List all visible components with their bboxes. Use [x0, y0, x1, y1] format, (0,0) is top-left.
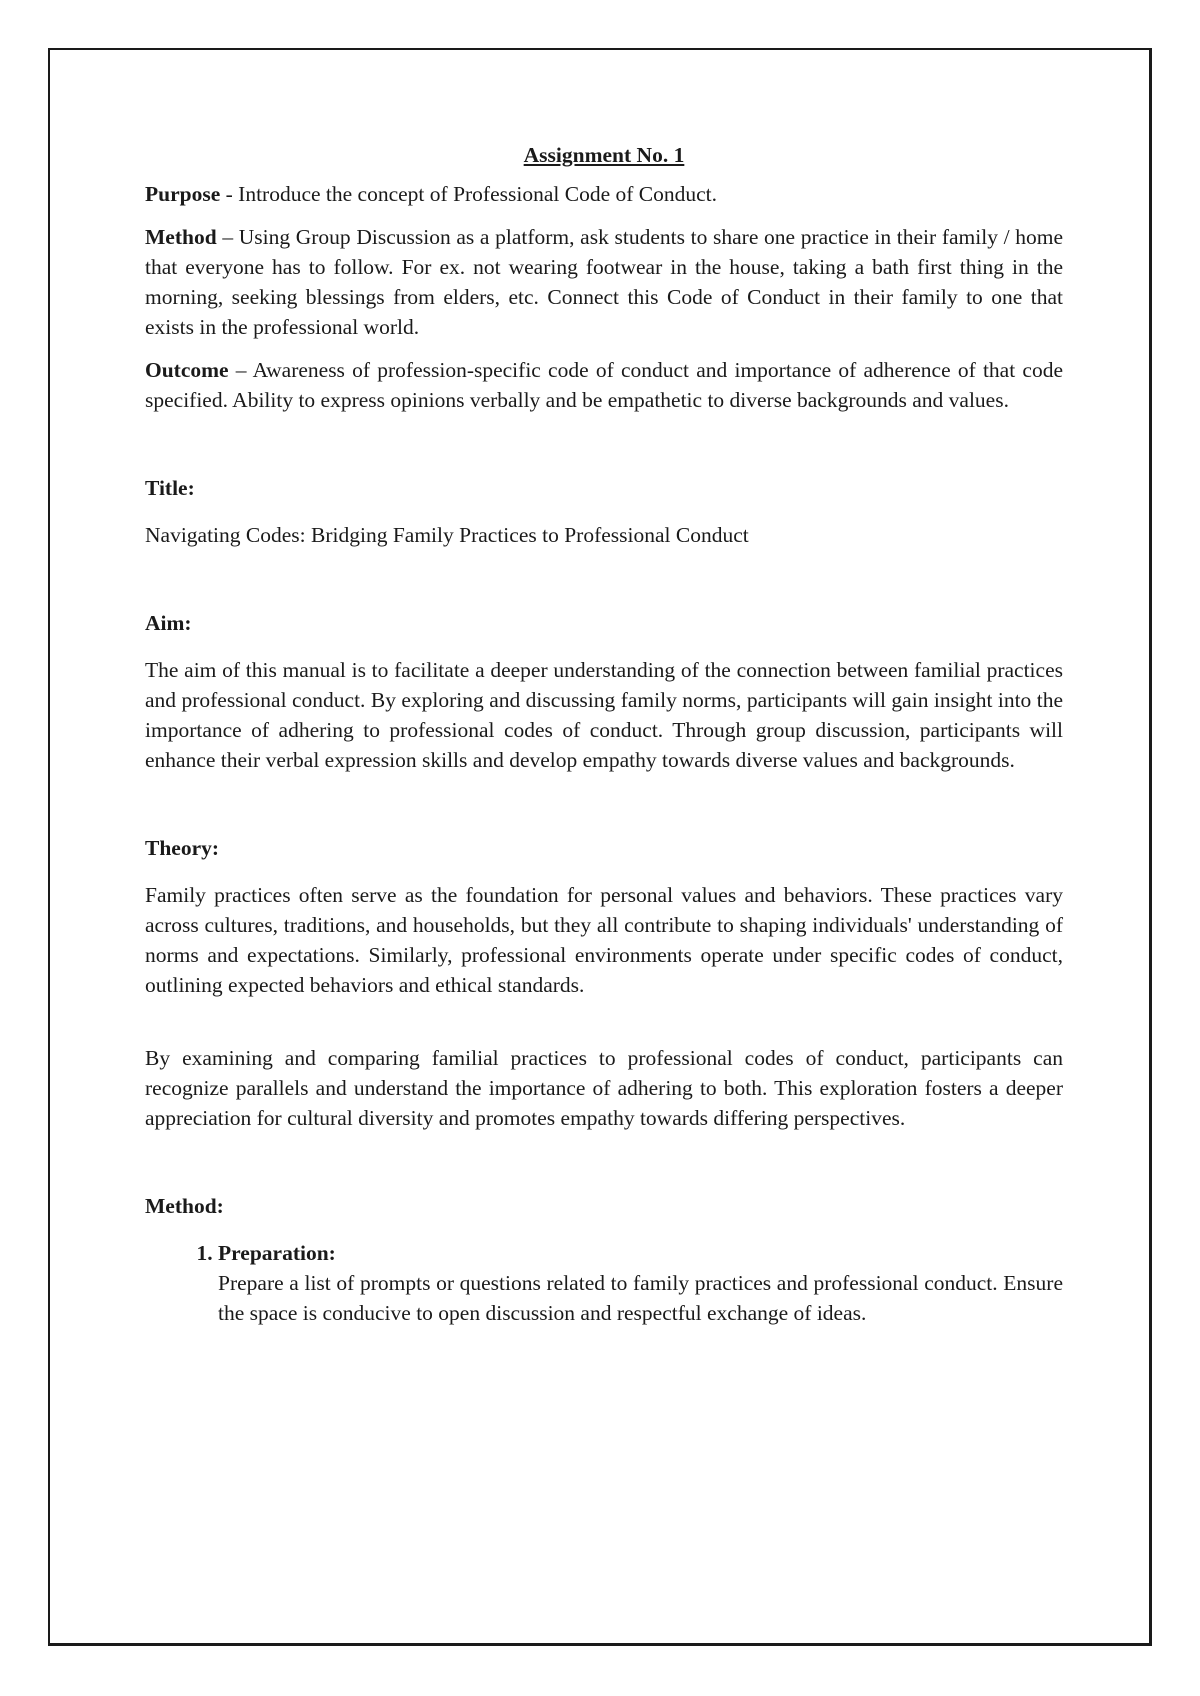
theory-paragraph-2: By examining and comparing familial practices to professional codes of conduct, participants can recognize parallels and understand the importance of adhering to both. This exploration fosters a deeper appreciation for cultural diversity and promotes empathy towards differing perspectives. [145, 1046, 1063, 1130]
outcome-paragraph [145, 355, 1063, 415]
method-intro-paragraph [145, 222, 1063, 342]
title-text: Navigating Codes: Bridging Family Practices to Professional Conduct [145, 523, 749, 547]
aim-heading: Aim: [145, 611, 192, 635]
method-steps-list [145, 1238, 1063, 1328]
purpose-paragraph [145, 179, 1063, 209]
method-intro-text: – Using Group Discussion as a platform, ask students to share one practice in their family / home that everyone has to follow. For ex. not wearing footwear in the house, taking a bath first thing in the morning, seeking blessings from elders, etc. Connect this Code of Conduct in their family to one that exists in the professional world. [145, 225, 1063, 339]
method-intro-label: Method [145, 225, 217, 249]
method-heading: Method: [145, 1194, 224, 1218]
title-heading: Title: [145, 476, 195, 500]
method-step [218, 1238, 1063, 1328]
outcome-text: – Awareness of profession-specific code of conduct and importance of adherence of that code specified. Ability to express opinions verbally and be empathetic to diverse backgrounds and values. [145, 358, 1063, 412]
theory-paragraph-1: Family practices often serve as the foundation for personal values and behaviors. These practices vary across cultures, traditions, and households, but they all contribute to shaping individuals' understanding of norms and expectations. Similarly, professional environments operate under specific codes of conduct, outlining expected behaviors and ethical standards. [145, 883, 1063, 997]
assignment-title: Assignment No. 1 [523, 143, 685, 167]
purpose-label: Purpose [145, 182, 221, 206]
method-step-title: Preparation: [218, 1241, 336, 1265]
outcome-label: Outcome [145, 358, 229, 382]
theory-heading: Theory: [145, 836, 220, 860]
document-body [145, 140, 1063, 1328]
method-step-text: Prepare a list of prompts or questions related to family practices and professional conduct. Ensure the space is conducive to open discussion and respectful exchange of ideas. [218, 1271, 1063, 1325]
purpose-text: - Introduce the concept of Professional Code of Conduct. [220, 182, 718, 206]
aim-text: The aim of this manual is to facilitate a deeper understanding of the connection between familial practices and professional conduct. By exploring and discussing family norms, participants will gain insight into the importance of adhering to professional codes of conduct. Through group discussion, participants will enhance their verbal expression skills and develop empathy towards diverse values and backgrounds. [145, 658, 1063, 772]
